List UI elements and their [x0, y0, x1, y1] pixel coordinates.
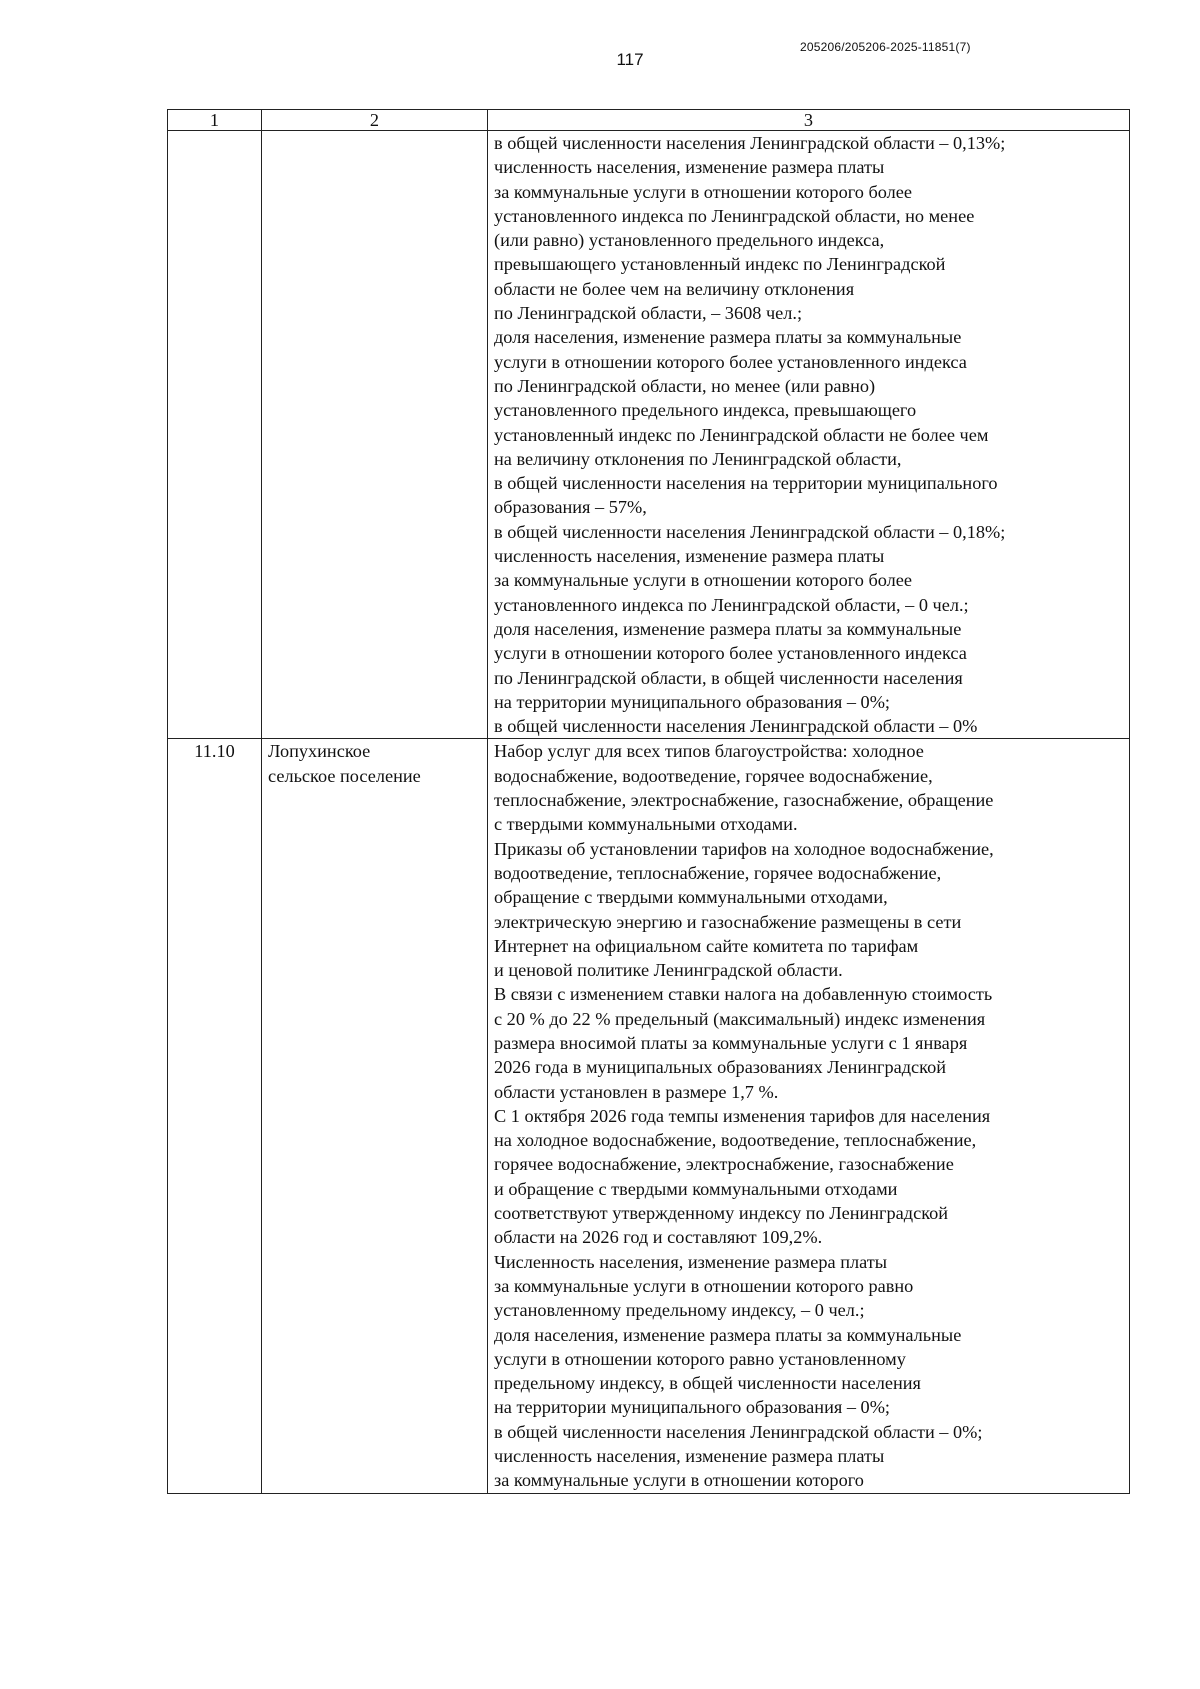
description-line: по Ленинградской области, в общей численности населения: [494, 667, 963, 688]
settlement-name-line: сельское поселение: [268, 765, 421, 786]
description-line: в общей численности населения Ленинградской области – 0,13%;: [494, 133, 1006, 153]
description-line: доля населения, изменение размера платы за коммунальные: [494, 618, 962, 639]
description-cell: [488, 739, 1130, 1493]
description-line: за коммунальные услуги в отношении которого равно: [494, 1275, 914, 1296]
description-cell: [488, 131, 1130, 739]
description-line: водоотведение, теплоснабжение, горячее водоснабжение,: [494, 862, 942, 883]
description-line: области не более чем на величину отклонения: [494, 278, 855, 299]
table-row: [168, 739, 1130, 1493]
description-line: образования – 57%,: [494, 497, 647, 518]
description-line: в общей численности населения Ленинградской области – 0%: [494, 716, 978, 737]
description-line: Численность населения, изменение размера платы: [494, 1251, 888, 1272]
description-line: и ценовой политике Ленинградской области.: [494, 960, 843, 981]
description-line: установленного индекса по Ленинградской области, – 0 чел.;: [494, 594, 969, 615]
description-line: с твердыми коммунальными отходами.: [494, 814, 798, 835]
description-line: услуги в отношении которого более установленного индекса: [494, 351, 967, 372]
document-table: [167, 109, 1130, 1494]
description-line: установленный индекс по Ленинградской области не более чем: [494, 424, 989, 445]
description-line: за коммунальные услуги в отношении которого: [494, 1470, 864, 1491]
description-line: соответствуют утвержденному индексу по Ленинградской: [494, 1203, 949, 1224]
description-line: численность населения, изменение размера платы: [494, 157, 885, 178]
description-line: теплоснабжение, электроснабжение, газоснабжение, обращение: [494, 790, 994, 811]
description-line: услуги в отношении которого равно установленному: [494, 1348, 906, 1369]
column-header-3: 3: [488, 110, 1130, 131]
description-line: с 20 % до 22 % предельный (максимальный) индекс изменения: [494, 1008, 986, 1029]
page-number: 117: [616, 50, 644, 69]
settlement-name-cell: [262, 739, 488, 1493]
description-line: горячее водоснабжение, электроснабжение, газоснабжение: [494, 1154, 954, 1175]
description-line: электрическую энергию и газоснабжение размещены в сети: [494, 911, 962, 932]
description-line: области установлен в размере 1,7 %.: [494, 1081, 779, 1102]
description-line: доля населения, изменение размера платы за коммунальные: [494, 327, 962, 348]
description-line: в общей численности населения Ленинградской области – 0,18%;: [494, 521, 1006, 542]
description-line: 2026 года в муниципальных образованиях Ленинградской: [494, 1057, 947, 1078]
description-line: обращение с твердыми коммунальными отходами,: [494, 887, 888, 908]
description-line: превышающего установленный индекс по Ленинградской: [494, 254, 946, 275]
document-code: 205206/205206-2025-11851(7): [800, 40, 971, 54]
description-line: на территории муниципального образования – 0%;: [494, 691, 891, 712]
description-line: за коммунальные услуги в отношении которого более: [494, 181, 913, 202]
description-line: С 1 октября 2026 года темпы изменения тарифов для населения: [494, 1105, 991, 1126]
description-line: по Ленинградской области, – 3608 чел.;: [494, 303, 803, 324]
row-number-cell: 11.10: [168, 739, 262, 1493]
description-line: на территории муниципального образования – 0%;: [494, 1397, 891, 1418]
description-line: предельному индексу, в общей численности населения: [494, 1373, 921, 1394]
settlement-name-line: Лопухинское: [268, 741, 371, 762]
description-line: доля населения, изменение размера платы за коммунальные: [494, 1324, 962, 1345]
description-line: численность населения, изменение размера платы: [494, 1446, 885, 1467]
description-line: в общей численности населения Ленинградской области – 0%;: [494, 1421, 983, 1442]
description-line: Приказы об установлении тарифов на холодное водоснабжение,: [494, 838, 994, 859]
table-header-row: [168, 110, 1130, 131]
description-line: области на 2026 год и составляют 109,2%.: [494, 1227, 823, 1248]
table-row: [168, 131, 1130, 739]
description-line: размера вносимой платы за коммунальные услуги с 1 января: [494, 1032, 968, 1053]
settlement-name-cell: [262, 131, 488, 739]
description-line: за коммунальные услуги в отношении которого более: [494, 570, 913, 591]
row-number-cell: [168, 131, 262, 739]
description-line: и обращение с твердыми коммунальными отходами: [494, 1178, 898, 1199]
description-line: Набор услуг для всех типов благоустройства: холодное: [494, 741, 924, 762]
description-line: по Ленинградской области, но менее (или равно): [494, 375, 876, 396]
description-line: установленного предельного индекса, превышающего: [494, 400, 917, 421]
description-line: Интернет на официальном сайте комитета по тарифам: [494, 935, 919, 956]
column-header-1: 1: [168, 110, 262, 131]
description-line: водоснабжение, водоотведение, горячее водоснабжение,: [494, 765, 933, 786]
description-line: численность населения, изменение размера платы: [494, 546, 885, 567]
description-line: В связи с изменением ставки налога на добавленную стоимость: [494, 984, 993, 1005]
description-line: в общей численности населения на территории муниципального: [494, 473, 998, 494]
description-line: на величину отклонения по Ленинградской области,: [494, 448, 902, 469]
description-line: на холодное водоснабжение, водоотведение, теплоснабжение,: [494, 1130, 977, 1151]
description-line: (или равно) установленного предельного индекса,: [494, 230, 885, 251]
column-header-2: 2: [262, 110, 488, 131]
description-line: установленного индекса по Ленинградской области, но менее: [494, 205, 975, 226]
description-line: услуги в отношении которого более установленного индекса: [494, 643, 967, 664]
description-line: установленному предельному индексу, – 0 чел.;: [494, 1300, 865, 1321]
